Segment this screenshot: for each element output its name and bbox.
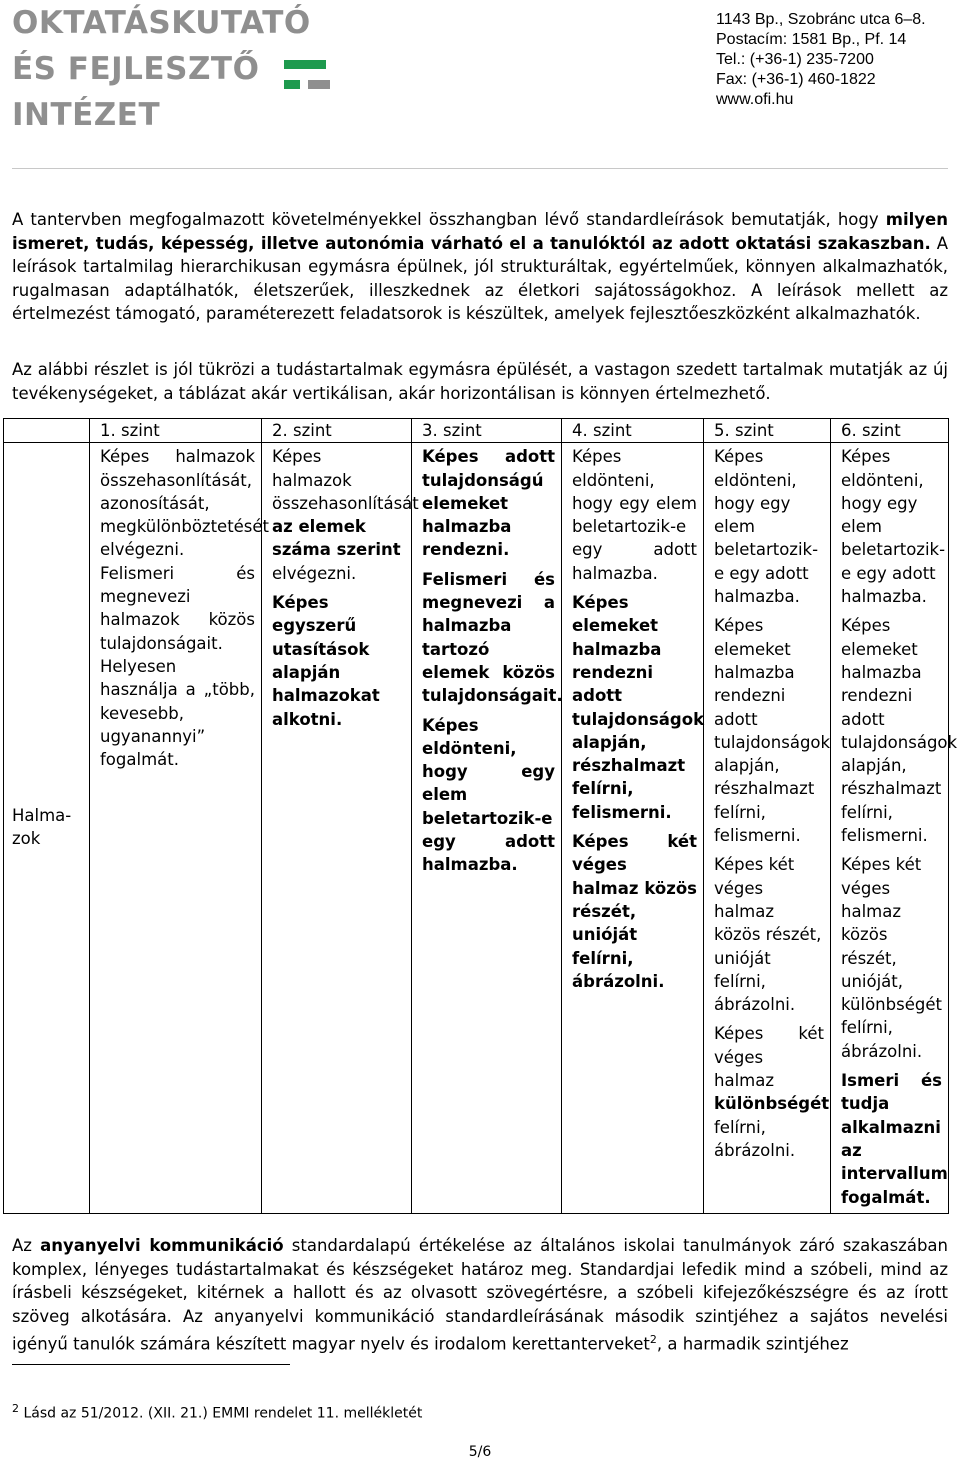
footnote-number: 2 <box>12 1402 19 1415</box>
intro-paragraph-2: Az alábbi részlet is jól tükrözi a tudástartalmak egymásra épülését, a vastagon szedett tartalmak mutatják az új tevékenységeket, a táblázat akár vertikálisan, akár horizontálisan is könnyen értelmezhető. <box>12 360 948 403</box>
cell-5-a: Képes eldönteni, hogy egy elem beletartozik-e egy adott halmazba. <box>714 447 819 607</box>
cell-level-4 <box>562 443 704 1214</box>
cell-6-c: Képes két véges halmaz közös részét, unióját, különbségét felírni, ábrázolni. <box>841 855 942 1061</box>
after-text-1: Az <box>12 1236 41 1255</box>
cell-5-d-text: Képes két véges halmaz <box>714 1024 824 1091</box>
cell-level-5 <box>704 443 831 1214</box>
header-level-1: 1. szint <box>90 419 262 443</box>
intro-text-bold: milyen ismeret, tudás, képesség, illetve autonómia várható el a tanulóktól az adott oktatási szakaszban. <box>12 210 948 253</box>
logo-line-2: ÉS FEJLESZTŐ <box>12 51 260 87</box>
cell-6-b: Képes elemeket halmazba rendezni adott tulajdonságok alapján, részhalmazt felírni, felismerni. <box>841 616 958 846</box>
logo-line-3: INTÉZET <box>12 97 161 133</box>
cell-3-a: Képes adott tulajdonságú elemeket halmazba rendezni. <box>422 447 555 560</box>
after-table-paragraph <box>12 1234 948 1356</box>
ofi-logo <box>12 4 312 134</box>
cell-level-2 <box>262 443 419 1214</box>
cell-5-d-bold: különbségét <box>714 1094 830 1114</box>
header-level-4: 4. szint <box>562 419 704 443</box>
cell-5-b: Képes elemeket halmazba rendezni adott tulajdonságok alapján, részhalmazt felírni, felismerni. <box>714 616 831 846</box>
row-label: Halma- zok <box>4 443 90 1214</box>
after-text-bold: anyanyelvi kommunikáció <box>40 1236 284 1255</box>
cell-3-b: Felismeri és megnevezi a halmazba tartozó elemek közös tulajdonságait. <box>422 569 563 706</box>
footnote-divider <box>12 1364 290 1365</box>
cell-4-a: Képes eldönteni, hogy egy elem beletartozik-e egy adott halmazba. <box>572 447 697 583</box>
cell-level-6 <box>831 443 958 1214</box>
footnote <box>12 1402 422 1422</box>
cell-2-bold-d: Képes egyszerű utasítások alapján halmazokat alkotni. <box>272 593 380 729</box>
cell-2-bold-b: az elemek száma szerint <box>272 517 401 560</box>
address-web: www.ofi.hu <box>716 91 794 108</box>
cell-6-a: Képes eldönteni, hogy egy elem beletartozik-e egy adott halmazba. <box>841 447 946 607</box>
cell-4-c: Képes két véges halmaz közös részét, unióját felírni, ábrázolni. <box>572 832 697 991</box>
table-corner-cell <box>4 419 90 443</box>
cell-5-c: Képes két véges halmaz közös részét, unióját felírni, ábrázolni. <box>714 855 822 1015</box>
intro-text-a: A tantervben megfogalmazott követelményekkel összhangban lévő standardleírások bemutatják, hogy <box>12 210 886 229</box>
cell-level-3 <box>412 443 562 1214</box>
address-phone: Tel.: (+36-1) 235-7200 <box>716 51 874 68</box>
header-level-3: 3. szint <box>412 419 562 443</box>
cell-4-b: Képes elemeket halmazba rendezni adott tulajdonságok alapján, részhalmazt felírni, felismerni. <box>572 593 705 822</box>
address-fax: Fax: (+36-1) 460-1822 <box>716 71 876 88</box>
header-divider <box>12 168 948 169</box>
cell-2-text-a: Képes halmazok összehasonlítását <box>272 447 419 513</box>
header-level-2: 2. szint <box>262 419 412 443</box>
footnote-ref: 2 <box>649 1333 657 1346</box>
after-text-3: standardalapú értékelése az általános iskolai tanulmányok záró szakaszában komplex, lényeges tudástartalmakat és készségeket határoz meg. Standardjai lefedik mind a szóbeli, mind az írásbeli készségeket, kitérnek a hallott és az olvasott szövegértésre, a szóbeli kifejezőkészségre és az írott szöveg alkotására. Az anyanyelvi kommunikáció standardleírásának második szintjéhez a sajátos nevelési igényű tanulók számára készített magyar nyelv és irodalom kerettanterveket <box>12 1236 948 1354</box>
footnote-text: Lásd az 51/2012. (XII. 21.) EMMI rendelet 11. mellékletét <box>23 1405 423 1422</box>
table-row-halmazok <box>4 443 949 1214</box>
intro-text-c: A leírások tartalmilag hierarchikusan egymásra épülnek, jól strukturáltak, egyértelműek, könnyen alkalmazhatók, rugalmasan adaptálhatók, életszerűek, illeszkednek az életkori sajátosságokhoz. A leírások mellett az értelmezést támogató, paraméterezett feladatsorok is készültek, amelyek fejlesztőeszközként alkalmazhatók. <box>12 233 948 323</box>
cell-3-c: Képes eldönteni, hogy egy elem beletartozik-e egy adott halmazba. <box>422 715 555 875</box>
cell-5-d-tail: felírni, ábrázolni. <box>714 1117 796 1160</box>
table-header-row <box>4 419 949 443</box>
cell-6-d: Ismeri és tudja alkalmazni az intervallum fogalmát. <box>841 1071 948 1207</box>
cell-5-d <box>714 1022 830 1162</box>
logo-mark-icon <box>284 56 344 96</box>
page-number: 5/6 <box>468 1444 492 1460</box>
address-block <box>716 10 926 110</box>
intro-paragraph-1 <box>12 208 948 326</box>
address-street: 1143 Bp., Szobránc utca 6–8. <box>716 11 926 28</box>
level-table <box>3 418 958 1214</box>
cell-2-text-c: elvégezni. <box>272 563 357 583</box>
after-text-4: , a harmadik szintjéhez <box>656 1334 849 1354</box>
header-level-5: 5. szint <box>704 419 831 443</box>
address-postal: Postacím: 1581 Bp., Pf. 14 <box>716 31 907 48</box>
cell-level-1: Képes halmazok összehasonlítását, azonosítását, megkülönböztetését elvégezni. Felismeri és megnevezi halmazok közös tulajdonságait. Helyesen használja a „több, kevesebb, ugyanannyi” fogalmát. <box>90 443 262 1214</box>
logo-line-1: OKTATÁSKUTATÓ <box>12 5 311 41</box>
header-level-6: 6. szint <box>831 419 949 443</box>
